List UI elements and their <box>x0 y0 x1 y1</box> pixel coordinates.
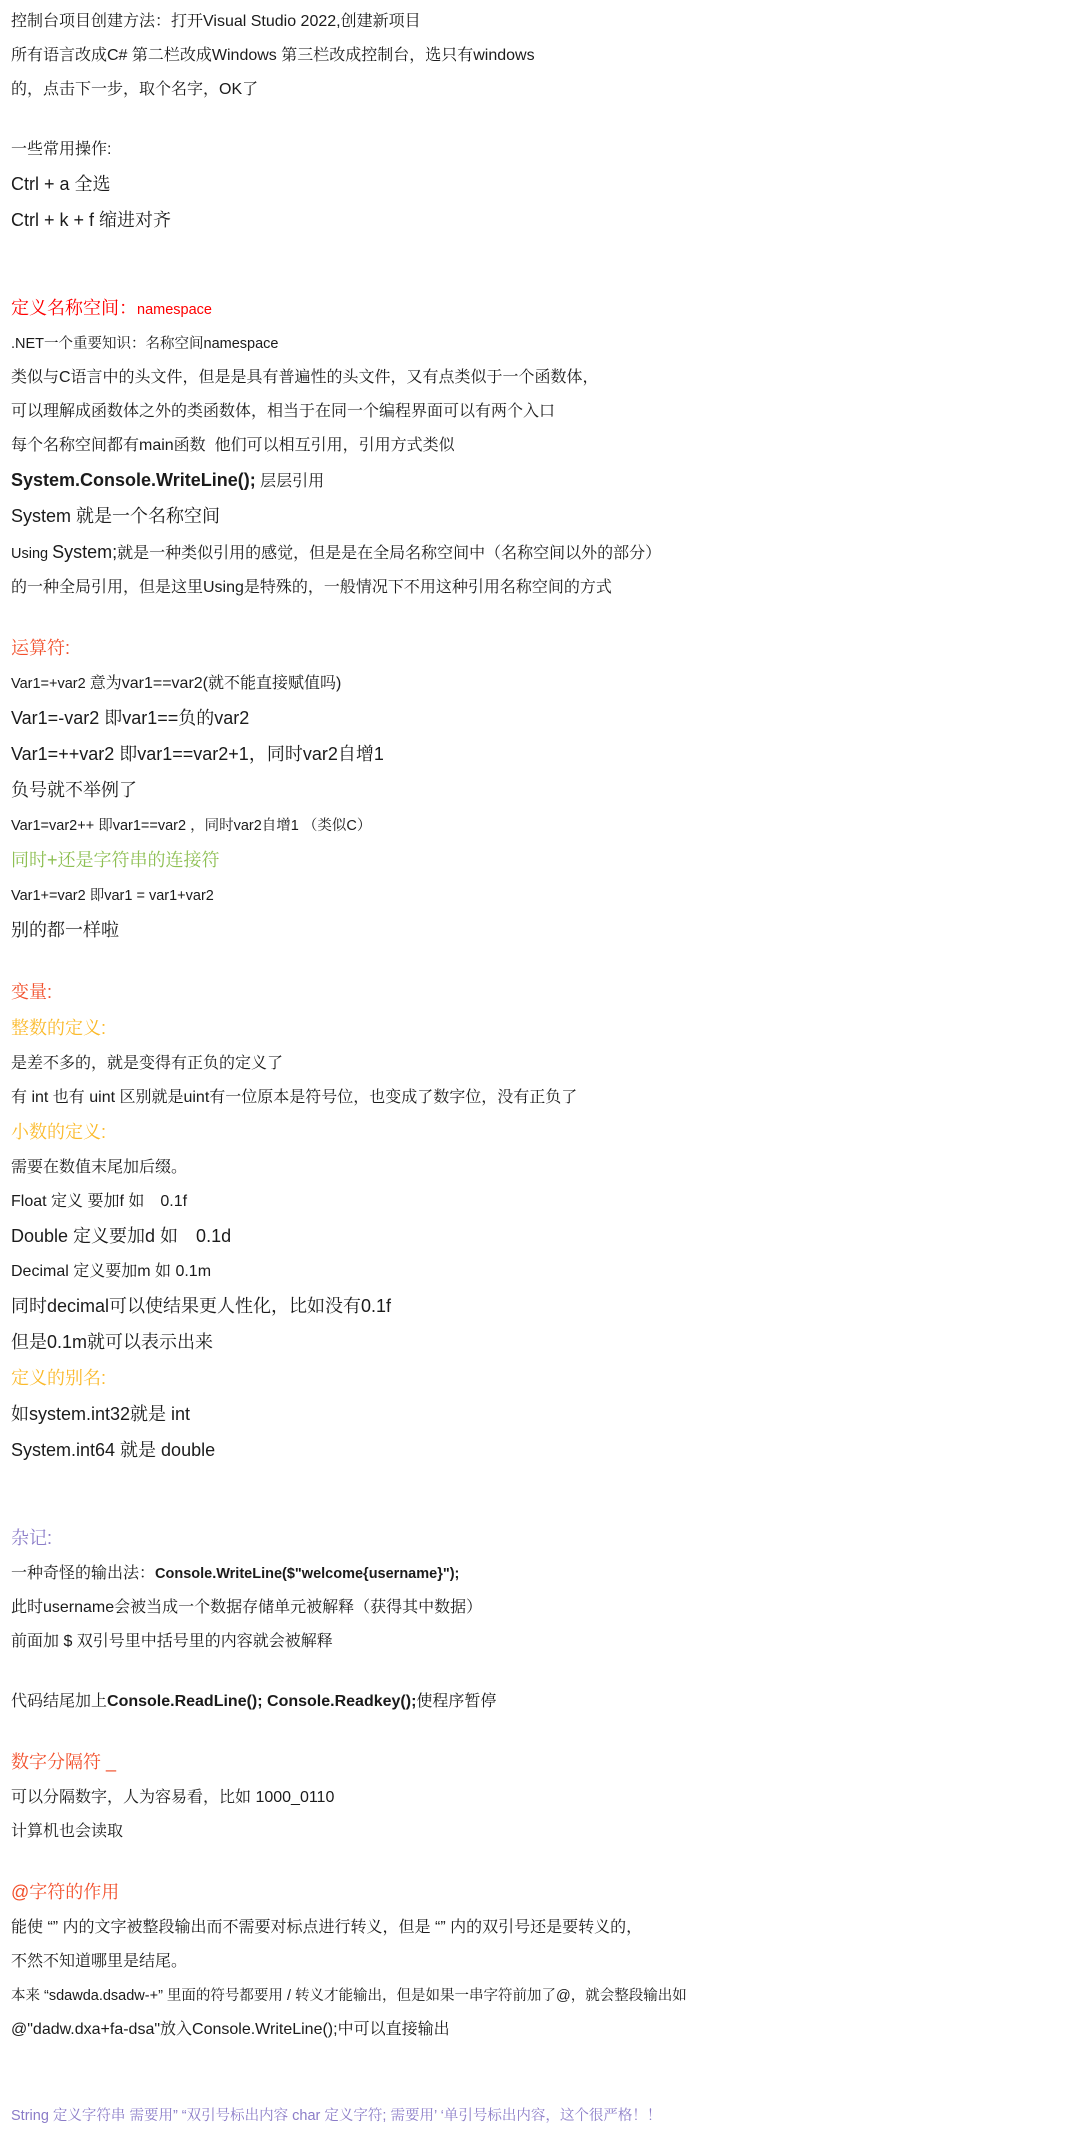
text-run: 层层引用 <box>255 473 325 490</box>
text-line <box>11 737 1070 773</box>
text-run: 控制台项目创建方法：打开Visual Studio 2022,创建新项目 <box>11 13 421 30</box>
text-line <box>11 1521 1070 1557</box>
text-run: Ctrl + a 全选 <box>11 174 111 194</box>
text-run: 是差不多的，就是变得有正负的定义了 <box>11 1055 284 1072</box>
text-line <box>11 1397 1070 1433</box>
text-run: 不然不知道哪里是结尾。 <box>11 1953 188 1970</box>
text-run: 使程序暂停 <box>416 1693 497 1710</box>
text-run: Decimal 定义要加m 如 0.1m <box>11 1263 212 1280</box>
text-run: System; <box>52 542 118 562</box>
text-run: 所有语言改成C# 第二栏改成Windows 第三栏改成控制台，选只有windows <box>11 47 535 64</box>
blank-line <box>11 1659 1070 1685</box>
text-run: 一些常用操作: <box>11 141 112 158</box>
text-run: String <box>11 2108 53 2124</box>
text-run: 运算符: <box>11 638 71 658</box>
text-line <box>11 1557 1070 1591</box>
text-line <box>11 843 1070 879</box>
text-line <box>11 701 1070 737</box>
text-line <box>11 2013 1070 2047</box>
text-line <box>11 1255 1070 1289</box>
text-line <box>11 1325 1070 1361</box>
text-run: System.Console.WriteLine(); <box>11 470 256 490</box>
text-run: 有 int 也有 uint 区别就是uint有一位原本是符号位，也变成了数字位，没有正负了 <box>11 1089 578 1106</box>
text-line <box>11 1591 1070 1625</box>
text-run: 计算机也会读取 <box>11 1823 124 1840</box>
blank-line <box>11 1469 1070 1495</box>
blank-line <box>11 239 1070 265</box>
blank-line <box>11 1849 1070 1875</box>
text-run: 定义字符串 需要用” “双引号标出内容 char 定义字符; 需要用’ ‘单引号标出内容，这个很严格！！ <box>52 2108 662 2124</box>
text-line <box>11 1433 1070 1469</box>
text-run: 别的都一样啦 <box>11 920 119 940</box>
text-run: Var1=+var2 <box>11 676 90 692</box>
text-run: 定义的别名: <box>11 1368 107 1388</box>
text-run: Var1=-var2 即var1==负的var2 <box>11 708 250 728</box>
text-run: System.int64 就是 double <box>11 1440 216 1460</box>
text-run: 数字分隔符 _ <box>11 1752 117 1772</box>
text-run: Console.ReadLine(); Console.Readkey(); <box>107 1693 417 1710</box>
text-run: 此时username会被当成一个数据存储单元被解释（获得其中数据） <box>11 1599 483 1616</box>
text-line <box>11 571 1070 605</box>
text-line <box>11 1781 1070 1815</box>
text-line <box>11 73 1070 107</box>
blank-line <box>11 2047 1070 2073</box>
text-run: 可以分隔数字，人为容易看，比如 1000_0110 <box>11 1789 335 1806</box>
text-line <box>11 913 1070 949</box>
text-line <box>11 499 1070 535</box>
blank-line <box>11 949 1070 975</box>
text-line <box>11 133 1070 167</box>
text-line <box>11 5 1070 39</box>
text-line <box>11 631 1070 667</box>
text-line <box>11 291 1070 327</box>
text-run: System 就是一个名称空间 <box>11 506 221 526</box>
text-run: 杂记: <box>11 1528 53 1548</box>
text-run: 如system.int32就是 int <box>11 1404 191 1424</box>
text-line <box>11 535 1070 571</box>
text-run: 需要在数值末尾加后缀。 <box>11 1159 188 1176</box>
text-run: 就是一种类似引用的感觉，但是是在全局名称空间中（名称空间以外的部分） <box>117 545 662 562</box>
text-line <box>11 395 1070 429</box>
text-run: 能使 “” 内的文字被整段输出而不需要对标点进行转义，但是 “” 内的双引号还是要转义的， <box>11 1919 643 1936</box>
text-line <box>11 1047 1070 1081</box>
text-run: 变量: <box>11 982 53 1002</box>
blank-line <box>11 1719 1070 1745</box>
text-run: Console.WriteLine($"welcome{username}"); <box>155 1566 460 1582</box>
text-run: @"dadw.dxa+fa-dsa"放入Console.WriteLine();中可以直接输出 <box>11 2021 450 2038</box>
text-run: Float 定义 要加f 如 0.1f <box>11 1193 188 1210</box>
text-run: 同时+还是字符串的连接符 <box>11 850 220 870</box>
text-line <box>11 463 1070 499</box>
text-line <box>11 1185 1070 1219</box>
text-run: 一种奇怪的输出法： <box>11 1565 156 1582</box>
text-line <box>11 1361 1070 1397</box>
text-run: 的，点击下一步，取个名字，OK了 <box>11 81 259 98</box>
text-run: @字符的作用 <box>11 1882 120 1902</box>
text-line <box>11 667 1070 701</box>
text-line <box>11 167 1070 203</box>
text-line <box>11 1625 1070 1659</box>
text-line <box>11 203 1070 239</box>
text-line <box>11 1979 1070 2013</box>
text-line <box>11 2099 1070 2133</box>
text-run: 意为var1==var2(就不能直接赋值吗) <box>89 675 342 692</box>
text-run: 负号就不举例了 <box>11 780 137 800</box>
text-line <box>11 1911 1070 1945</box>
blank-line <box>11 107 1070 133</box>
text-run: 类似与C语言中的头文件，但是是具有普遍性的头文件，又有点类似于一个函数体， <box>11 369 599 386</box>
text-run: .NET一个重要知识：名称空间namespace <box>11 336 279 352</box>
text-run: 代码结尾加上 <box>11 1693 108 1710</box>
blank-line <box>11 2073 1070 2099</box>
text-run: Var1=var2++ 即var1==var2 ，同时var2自增1 （类似C） <box>11 818 372 834</box>
text-run: Using <box>11 546 53 562</box>
text-line <box>11 1151 1070 1185</box>
blank-line <box>11 265 1070 291</box>
text-run: 每个名称空间都有main函数 他们可以相互引用，引用方式类似 <box>11 437 455 454</box>
text-line <box>11 1745 1070 1781</box>
text-run: Var1=++var2 即var1==var2+1，同时var2自增1 <box>11 744 384 764</box>
text-run: 同时decimal可以使结果更人性化，比如没有0.1f <box>11 1296 392 1316</box>
text-line <box>11 1081 1070 1115</box>
text-line <box>11 1289 1070 1325</box>
text-line <box>11 773 1070 809</box>
text-line <box>11 879 1070 913</box>
text-line <box>11 1685 1070 1719</box>
text-line <box>11 1115 1070 1151</box>
text-line <box>11 809 1070 843</box>
text-run: 定义名称空间： <box>11 298 137 318</box>
text-line <box>11 39 1070 73</box>
text-run: Ctrl + k + f 缩进对齐 <box>11 210 172 230</box>
text-line <box>11 1011 1070 1047</box>
text-run: 整数的定义: <box>11 1018 107 1038</box>
text-line <box>11 327 1070 361</box>
text-run: Double 定义要加d 如 0.1d <box>11 1226 232 1246</box>
blank-line <box>11 605 1070 631</box>
text-run: 但是0.1m就可以表示出来 <box>11 1332 214 1352</box>
text-run: 前面加 $ 双引号里中括号里的内容就会被解释 <box>11 1633 333 1650</box>
blank-line <box>11 1495 1070 1521</box>
text-run: namespace <box>137 302 212 318</box>
text-run: Var1+=var2 即var1 = var1+var2 <box>11 888 214 904</box>
text-run: 可以理解成函数体之外的类函数体，相当于在同一个编程界面可以有两个入口 <box>11 403 556 420</box>
text-line <box>11 1219 1070 1255</box>
text-line <box>11 429 1070 463</box>
text-line <box>11 1875 1070 1911</box>
text-run: 小数的定义: <box>11 1122 107 1142</box>
text-run: 的一种全局引用，但是这里Using是特殊的，一般情况下不用这种引用名称空间的方式 <box>11 579 612 596</box>
text-line <box>11 1815 1070 1849</box>
text-line <box>11 361 1070 395</box>
text-line <box>11 975 1070 1011</box>
text-line <box>11 1945 1070 1979</box>
text-run: 本来 “sdawda.dsadw-+” 里面的符号都要用 / 转义才能输出，但是如果一串字符前加了@，就会整段输出如 <box>11 1988 687 2004</box>
